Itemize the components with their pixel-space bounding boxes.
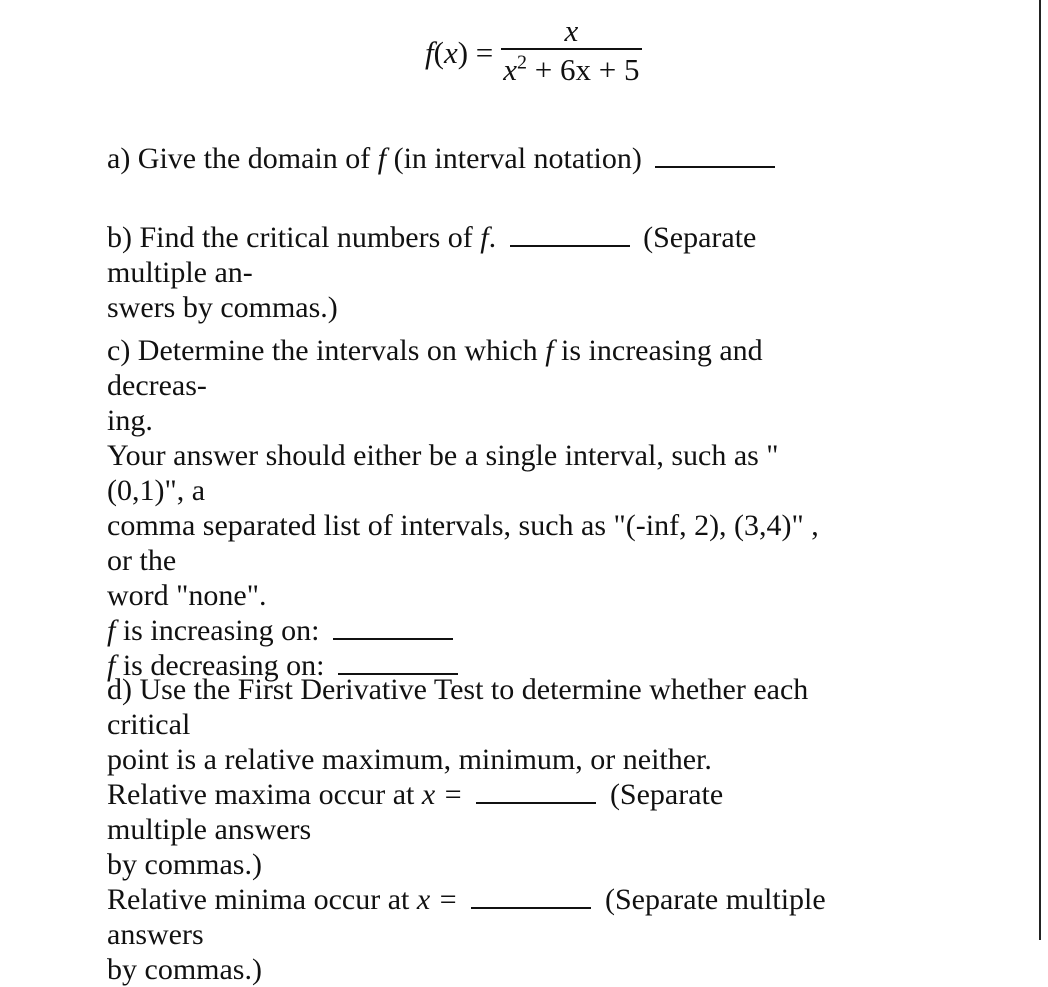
domain-answer-blank[interactable]	[655, 142, 775, 168]
maxima-answer-blank[interactable]	[476, 778, 596, 804]
formula-numerator: x	[564, 13, 579, 48]
question-d: d) Use the First Derivative Test to determine whether each critical point is a relative maximum, minimum, or neither. Relative maxima occur at x = (Separate multiple answers by commas.) Relative minima occur at x = (Separate multiple answers by commas.)	[107, 672, 829, 987]
formula-denominator: $x^2 + 6x + 5$	[503, 51, 640, 87]
increasing-row: f is increasing on:	[107, 613, 829, 648]
function-formula	[425, 14, 642, 90]
maxima-row: Relative maxima occur at x = (Separate multiple answers	[107, 778, 724, 846]
question-a: a) Give the domain of f (in interval notation)	[107, 141, 829, 176]
question-b: b) Find the critical numbers of f. (Separate multiple an- swers by commas.)	[107, 221, 757, 324]
increasing-answer-blank[interactable]	[333, 614, 453, 640]
question-c: c) Determine the intervals on which f is increasing and decreas- ing. Your answer should either be a single interval, such as "(0,1)", a comma separated list of intervals, such as "(-inf, 2), (3,4)" , or the word "none". f is increasing on: f is decreasing on:	[107, 333, 829, 683]
minima-answer-blank[interactable]	[471, 883, 591, 909]
minima-row: Relative minima occur at x = (Separate multiple answers	[107, 883, 826, 951]
decreasing-row: f is decreasing on:	[107, 648, 829, 683]
critical-numbers-blank[interactable]	[510, 221, 630, 247]
formula-fraction	[501, 14, 641, 90]
formula-lhs: f(x) =	[425, 34, 494, 70]
